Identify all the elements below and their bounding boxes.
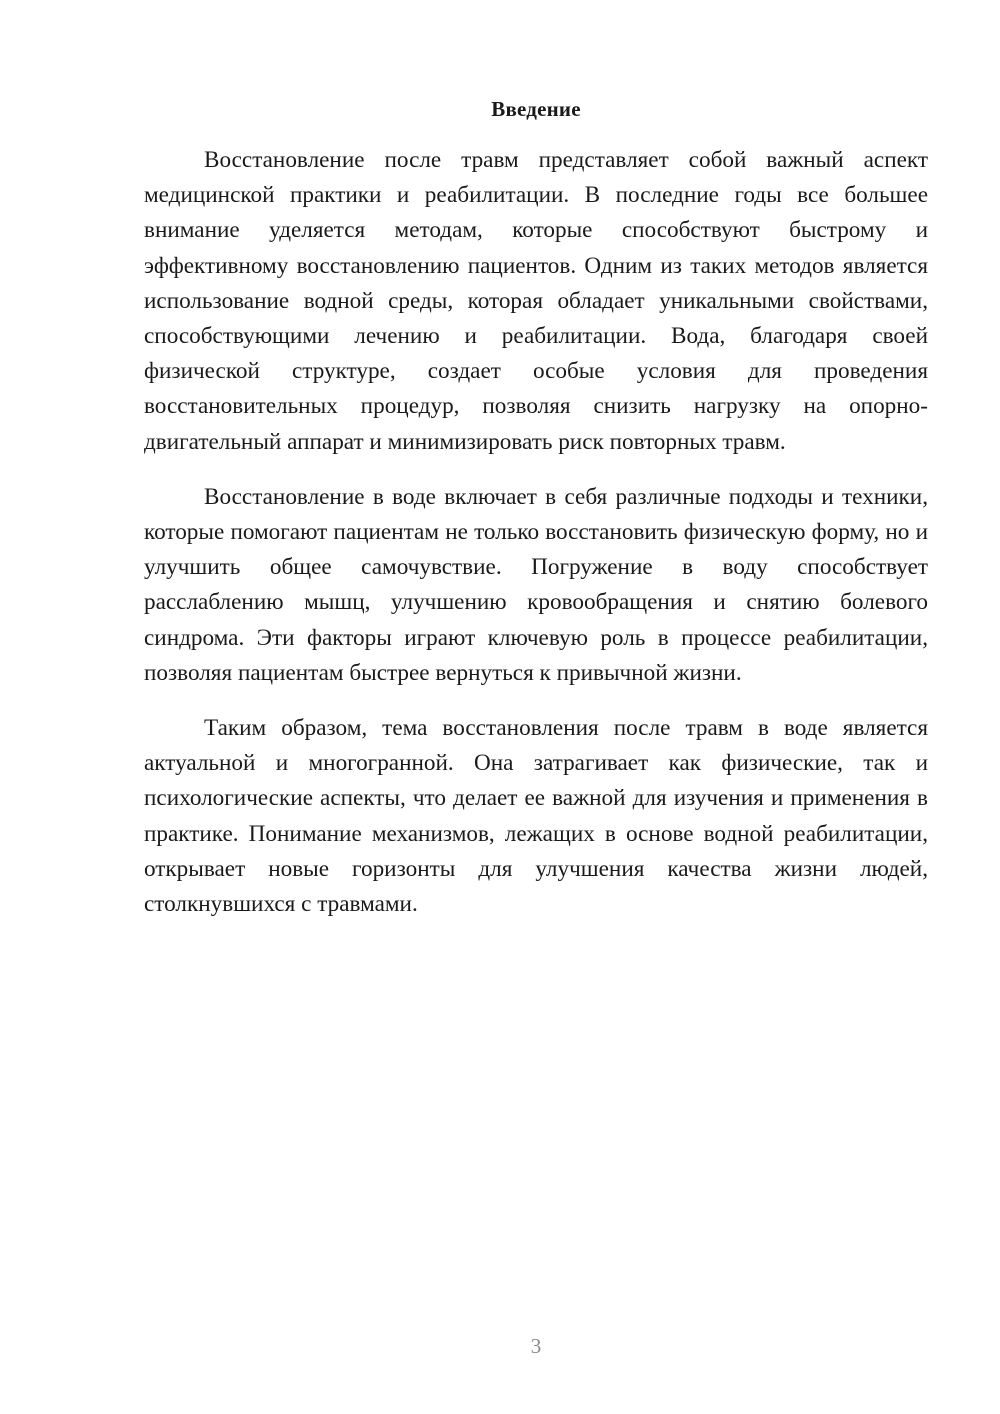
paragraph-1: Восстановление после травм представляет собой важный аспект медицинской практики и реабилитации. В последние годы все большее внимание уделяется методам, которые способствуют быстрому и эффективному восстановлению пациентов. Одним из таких методов является использование водной среды, которая обладает уникальными свойствами, способствующими лечению и реабилитации. Вода, благодаря своей физической структуре, создает особые условия для проведения восстановительных процедур, позволяя снизить нагрузку на опорно-двигательный аппарат и минимизировать риск повторных травм. [144, 147, 928, 455]
paragraph-3: Таким образом, тема восстановления после травм в воде является актуальной и многогранной. Она затрагивает как физические, так и психологические аспекты, что делает ее важной для изучения и применения в практике. Понимание механизмов, лежащих в основе водной реабилитации, открывает новые горизонты для улучшения качества жизни людей, столкнувшихся с травмами. [144, 715, 928, 918]
document-body [144, 143, 928, 922]
paragraph-2: Восстановление в воде включает в себя различные подходы и техники, которые помогают пациентам не только восстановить физическую форму, но и улучшить общее самочувствие. Погружение в воду способствует расслаблению мышц, улучшению кровообращения и снятию болевого синдрома. Эти факторы играют ключевую роль в процессе реабилитации, позволяя пациентам быстрее вернуться к привычной жизни. [144, 483, 928, 686]
page-number: 3 [530, 1334, 542, 1358]
section-heading: Введение [491, 97, 581, 121]
